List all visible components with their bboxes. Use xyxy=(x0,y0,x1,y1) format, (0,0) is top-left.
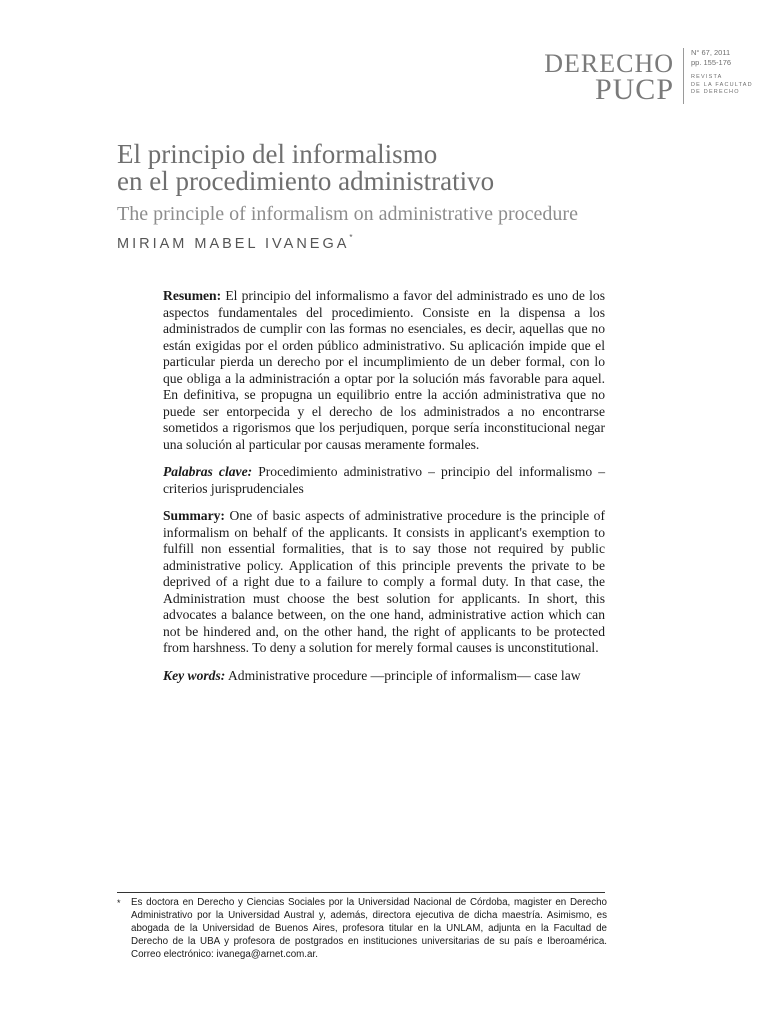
article-title-line1: El principio del informalismo xyxy=(117,139,438,169)
resumen-text: El principio del informalismo a favor del administrado es uno de los aspectos fundamentales del procedimiento. Consiste en la dispensa a los administrados de cumplir con las formas no esenciales, es decir, aquellas que no están exigidas por el orden público administrativo. Su aplicación impide que el particular pierda un derecho por el incumplimiento de un deber formal, con lo que obliga a la administración a optar por la solución más favorable para aquel. En definitiva, se propugna un equilibrio entre la acción administrativa que no puede ser entorpecida y el derecho de los administrados a no encontrarse sometidos a rigorismos que los perjudiquen, porque sería inconstitucional negar una solución al particular por causas meramente formales. xyxy=(163,288,605,452)
footnote-mark: * xyxy=(117,898,121,908)
journal-name-line2: DE LA FACULTAD xyxy=(691,81,753,88)
footnote-text: Es doctora en Derecho y Ciencias Sociales por la Universidad Nacional de Córdoba, magister en Derecho Administrativo por la Universidad Austral y, además, directora ejecutiva de dicha maestría. Asimismo, es abogada de la Universidad de Buenos Aires, profesora titular en la UNLAM, adjunta en la Facultad de Derecho de la UBA y profesora de postgrados en instituciones universitarias de su país e Iberoamérica. Correo electrónico: ivanega@arnet.com.ar. xyxy=(131,897,607,960)
issue-number: N° 67, 2011 xyxy=(691,48,731,57)
journal-logo-pucp: PUCP xyxy=(594,73,674,106)
author-name xyxy=(117,235,677,252)
masthead-divider xyxy=(683,48,684,104)
article-subtitle: The principle of informalism on administrative procedure xyxy=(117,203,578,225)
footnote-rule xyxy=(117,892,605,893)
author-footnote-mark: * xyxy=(349,233,353,242)
journal-logo-derecho: DERECHO xyxy=(544,49,674,78)
keywords-text: Administrative procedure —principle of informalism— case law xyxy=(227,667,581,683)
palabras-clave-label: Palabras clave xyxy=(163,464,248,479)
summary-text: One of basic aspects of administrative procedure is the principle of informalism on behalf of the applicants. It consists in applicant's exemption to fulfill non essential formalities, that is to say those not required by public administrative policy. Application of this principle prevents the private to be deprived of a right due to a failure to comply a formal duty. In that case, the Administration must choose the best solution for applicants. In short, this advocates a balance between, on the one hand, administrative action which can not be hindered and, on the other hand, the right of applicants to be protected from harshness. To deny a solution for merely formal causes is unconstitutional. xyxy=(163,508,605,655)
journal-name-line3: DE DERECHO xyxy=(691,89,740,95)
journal-meta xyxy=(691,48,761,97)
resumen-label: Resumen: xyxy=(163,288,222,303)
palabras-clave-colon: : xyxy=(247,464,253,479)
article-title xyxy=(117,141,677,195)
keywords-paragraph xyxy=(163,668,605,685)
page-range: pp. 155-176 xyxy=(691,58,732,67)
summary-paragraph xyxy=(163,508,605,657)
resumen-paragraph xyxy=(163,288,605,453)
summary-label: Summary: xyxy=(163,508,225,523)
author-name-text: MIRIAM MABEL IVANEGA xyxy=(117,235,350,252)
journal-name-line1: REVISTA xyxy=(691,74,723,80)
palabras-clave-text: Procedimiento administrativo – principio del informalismo – criterios jurisprudenciales xyxy=(163,464,605,496)
article-title-line2: en el procedimiento administrativo xyxy=(117,166,495,196)
abstract-block xyxy=(163,288,605,695)
palabras-clave-paragraph xyxy=(163,464,605,497)
keywords-label: Key words: xyxy=(163,667,226,683)
